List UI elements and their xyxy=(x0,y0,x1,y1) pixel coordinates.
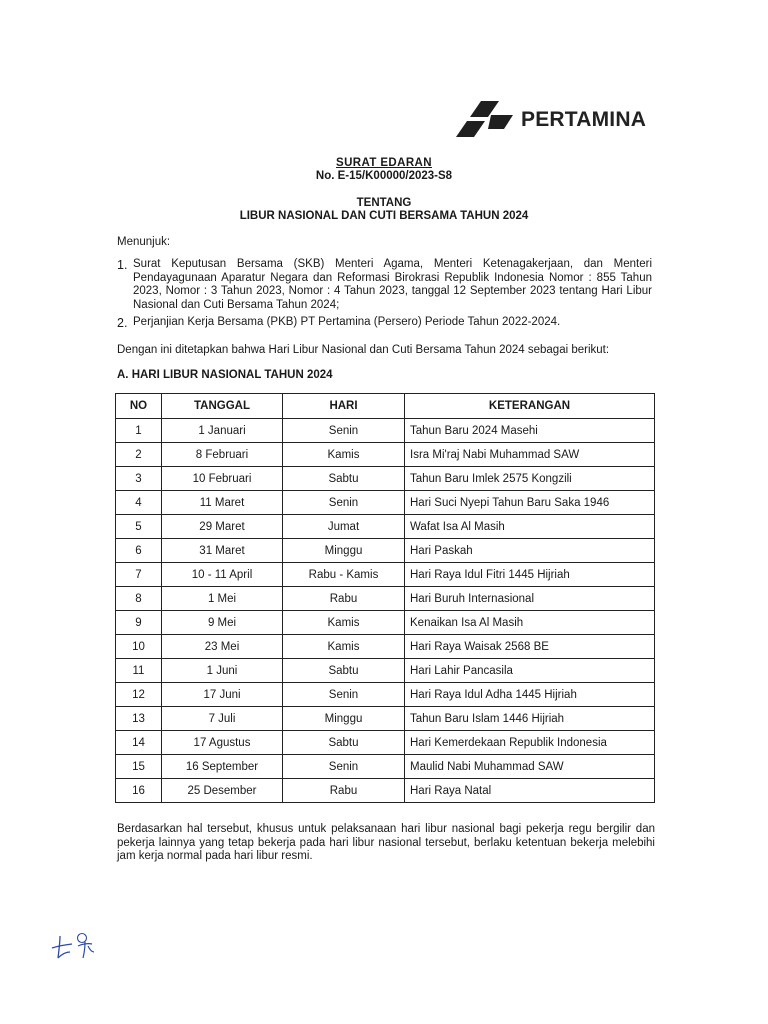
table-row xyxy=(116,467,655,491)
cell-tanggal: 1 Juni xyxy=(162,659,283,683)
cell-tanggal: 29 Maret xyxy=(162,515,283,539)
cell-keterangan: Hari Raya Natal xyxy=(405,779,655,803)
cell-hari: Kamis xyxy=(283,635,405,659)
cell-hari: Minggu xyxy=(283,707,405,731)
cell-no: 15 xyxy=(116,755,162,779)
table-row xyxy=(116,539,655,563)
cell-hari: Rabu - Kamis xyxy=(283,563,405,587)
cell-keterangan: Wafat Isa Al Masih xyxy=(405,515,655,539)
cell-keterangan: Maulid Nabi Muhammad SAW xyxy=(405,755,655,779)
cell-hari: Senin xyxy=(283,419,405,443)
table-row xyxy=(116,515,655,539)
cell-no: 7 xyxy=(116,563,162,587)
cell-no: 8 xyxy=(116,587,162,611)
cell-hari: Sabtu xyxy=(283,731,405,755)
table-row xyxy=(116,419,655,443)
cell-tanggal: 10 - 11 April xyxy=(162,563,283,587)
table-header-row xyxy=(116,394,655,419)
table-row xyxy=(116,755,655,779)
cell-tanggal: 1 Januari xyxy=(162,419,283,443)
cell-no: 14 xyxy=(116,731,162,755)
initials-signature xyxy=(48,928,108,967)
cell-tanggal: 11 Maret xyxy=(162,491,283,515)
cell-keterangan: Tahun Baru Islam 1446 Hijriah xyxy=(405,707,655,731)
cell-keterangan: Tahun Baru Imlek 2575 Kongzili xyxy=(405,467,655,491)
cell-hari: Kamis xyxy=(283,443,405,467)
table-row xyxy=(116,563,655,587)
letter-subject: LIBUR NASIONAL DAN CUTI BERSAMA TAHUN 2024 xyxy=(239,210,529,222)
cell-tanggal: 16 September xyxy=(162,755,283,779)
cell-no: 16 xyxy=(116,779,162,803)
cell-tanggal: 7 Juli xyxy=(162,707,283,731)
logo-wordmark: PERTAMINA xyxy=(521,108,647,131)
cell-keterangan: Hari Paskah xyxy=(405,539,655,563)
cell-no: 10 xyxy=(116,635,162,659)
cell-keterangan: Isra Mi'raj Nabi Muhammad SAW xyxy=(405,443,655,467)
reference-number: 2. xyxy=(117,316,128,330)
header-no: NO xyxy=(116,394,162,419)
cell-no: 9 xyxy=(116,611,162,635)
cell-hari: Rabu xyxy=(283,587,405,611)
table-row xyxy=(116,635,655,659)
cell-hari: Kamis xyxy=(283,611,405,635)
cell-tanggal: 9 Mei xyxy=(162,611,283,635)
table-row xyxy=(116,779,655,803)
cell-hari: Sabtu xyxy=(283,467,405,491)
cell-hari: Jumat xyxy=(283,515,405,539)
cell-keterangan: Hari Raya Waisak 2568 BE xyxy=(405,635,655,659)
reference-text: Perjanjian Kerja Bersama (PKB) PT Pertamina (Persero) Periode Tahun 2022-2024. xyxy=(133,316,561,328)
table-row xyxy=(116,707,655,731)
cell-keterangan: Hari Raya Idul Fitri 1445 Hijriah xyxy=(405,563,655,587)
cell-hari: Minggu xyxy=(283,539,405,563)
table-row xyxy=(116,587,655,611)
cell-no: 4 xyxy=(116,491,162,515)
cell-no: 11 xyxy=(116,659,162,683)
reference-number: 1. xyxy=(117,258,128,272)
cell-no: 6 xyxy=(116,539,162,563)
cell-tanggal: 10 Februari xyxy=(162,467,283,491)
reference-text: Surat Keputusan Bersama (SKB) Menteri Agama, Menteri Ketenagakerjaan, dan Menteri Pendayagunaan Aparatur Negara dan Reformasi Birokrasi Republik Indonesia Nomor : 855 Tahun 2023, Nomor : 3 Tahun 2023, Nomor : 4 Tahun 2023, tanggal 12 September 2023 tentang Hari Libur Nasional dan Cuti Bersama Tahun 2024; xyxy=(133,258,652,311)
cell-keterangan: Hari Kemerdekaan Republik Indonesia xyxy=(405,731,655,755)
cell-no: 5 xyxy=(116,515,162,539)
table-row xyxy=(116,683,655,707)
cell-keterangan: Hari Lahir Pancasila xyxy=(405,659,655,683)
pertamina-logo xyxy=(455,98,646,140)
cell-tanggal: 17 Juni xyxy=(162,683,283,707)
intro-paragraph: Dengan ini ditetapkan bahwa Hari Libur Nasional dan Cuti Bersama Tahun 2024 sebagai berikut: xyxy=(117,344,610,356)
pertamina-emblem-icon xyxy=(455,99,515,139)
cell-no: 12 xyxy=(116,683,162,707)
closing-paragraph: Berdasarkan hal tersebut, khusus untuk pelaksanaan hari libur nasional bagi pekerja regu bergilir dan pekerja lainnya yang tetap bekerja pada hari libur nasional tersebut, berlaku ketentuan bekerja melebihi jam kerja normal pada hari libur resmi. xyxy=(117,823,655,862)
table-row xyxy=(116,731,655,755)
cell-no: 2 xyxy=(116,443,162,467)
section-a-heading: A. HARI LIBUR NASIONAL TAHUN 2024 xyxy=(117,369,333,381)
cell-tanggal: 8 Februari xyxy=(162,443,283,467)
header-hari: HARI xyxy=(283,394,405,419)
cell-keterangan: Hari Suci Nyepi Tahun Baru Saka 1946 xyxy=(405,491,655,515)
header-keterangan: KETERANGAN xyxy=(405,394,655,419)
reference-item xyxy=(117,316,652,330)
cell-keterangan: Hari Buruh Internasional xyxy=(405,587,655,611)
table-row xyxy=(116,659,655,683)
cell-tanggal: 31 Maret xyxy=(162,539,283,563)
cell-tanggal: 25 Desember xyxy=(162,779,283,803)
menunjuk-label: Menunjuk: xyxy=(117,236,171,248)
letter-title: SURAT EDARAN xyxy=(336,157,432,169)
cell-no: 3 xyxy=(116,467,162,491)
cell-hari: Rabu xyxy=(283,779,405,803)
holiday-table xyxy=(115,393,655,803)
table-row xyxy=(116,443,655,467)
table-row xyxy=(116,491,655,515)
cell-hari: Senin xyxy=(283,683,405,707)
cell-keterangan: Kenaikan Isa Al Masih xyxy=(405,611,655,635)
cell-tanggal: 1 Mei xyxy=(162,587,283,611)
cell-hari: Senin xyxy=(283,491,405,515)
reference-item xyxy=(117,258,652,312)
cell-hari: Sabtu xyxy=(283,659,405,683)
cell-tanggal: 23 Mei xyxy=(162,635,283,659)
cell-keterangan: Tahun Baru 2024 Masehi xyxy=(405,419,655,443)
cell-hari: Senin xyxy=(283,755,405,779)
cell-no: 13 xyxy=(116,707,162,731)
letter-tentang: TENTANG xyxy=(356,197,412,209)
letter-number: No. E-15/K00000/2023-S8 xyxy=(315,170,453,182)
cell-keterangan: Hari Raya Idul Adha 1445 Hijriah xyxy=(405,683,655,707)
table-row xyxy=(116,611,655,635)
cell-no: 1 xyxy=(116,419,162,443)
header-tanggal: TANGGAL xyxy=(162,394,283,419)
cell-tanggal: 17 Agustus xyxy=(162,731,283,755)
